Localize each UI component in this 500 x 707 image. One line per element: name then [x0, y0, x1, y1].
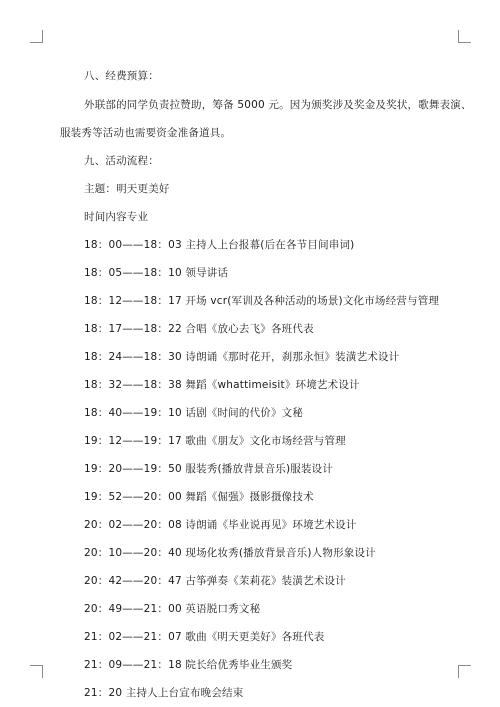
schedule-item: 20：10——20：40 现场化妆秀(播放背景音乐)人物形象设计: [84, 547, 376, 559]
budget-heading: 八、经费预算：: [84, 70, 159, 82]
process-columns: 时间内容专业: [84, 211, 149, 223]
schedule-item: 21：02——21：07 歌曲《明天更美好》各班代表: [84, 631, 325, 643]
schedule-item: 19：52——20：00 舞蹈《倔强》摄影摄像技术: [84, 491, 314, 503]
schedule-item: 18：17——18：22 合唱《放心去飞》各班代表: [84, 323, 314, 335]
schedule-item: 18：00——18：03 主持人上台报幕(后在各节目间串词): [84, 239, 355, 251]
schedule-item: 20：42——20：47 古筝弹奏《茉莉花》装潢艺术设计: [84, 575, 346, 587]
schedule-item: 19：12——19：17 歌曲《朋友》文化市场经营与管理: [84, 435, 346, 447]
schedule-item: 18：05——18：10 领导讲话: [84, 267, 229, 279]
schedule-item: 21：09——21：18 院长给优秀毕业生颁奖: [84, 659, 293, 671]
budget-paragraph-line-1: 外联部的同学负责拉赞助，筹备 5000 元。因为颁奖涉及奖金及奖状，歌舞表演、: [84, 99, 472, 111]
crop-mark-top-right: [458, 30, 471, 43]
schedule-item: 21：20 主持人上台宣布晚会结束: [84, 687, 244, 699]
schedule-item: 19：20——19：50 服装秀(播放背景音乐)服装设计: [84, 463, 334, 475]
schedule-item: 18：32——18：38 舞蹈《whattimeisit》环境艺术设计: [84, 379, 360, 391]
schedule-item: 18：12——18：17 开场 vcr(军训及各种活动的场景)文化市场经营与管理: [84, 295, 440, 307]
budget-paragraph-line-2: 服装秀等活动也需要资金准备道具。: [60, 127, 232, 139]
process-theme: 主题：明天更美好: [84, 183, 170, 195]
schedule-item: 20：49——21：00 英语脱口秀文秘: [84, 603, 261, 615]
crop-mark-bottom-left: [30, 665, 43, 678]
process-heading: 九、活动流程：: [84, 155, 159, 167]
crop-mark-bottom-right: [458, 665, 471, 678]
schedule-item: 18：40——19：10 话剧《时间的代价》文秘: [84, 407, 304, 419]
schedule-item: 18：24——18：30 诗朗诵《那时花开，刹那永恒》装潢艺术设计: [84, 351, 400, 363]
schedule-item: 20：02——20：08 诗朗诵《毕业说再见》环境艺术设计: [84, 519, 357, 531]
crop-mark-top-left: [30, 30, 43, 43]
